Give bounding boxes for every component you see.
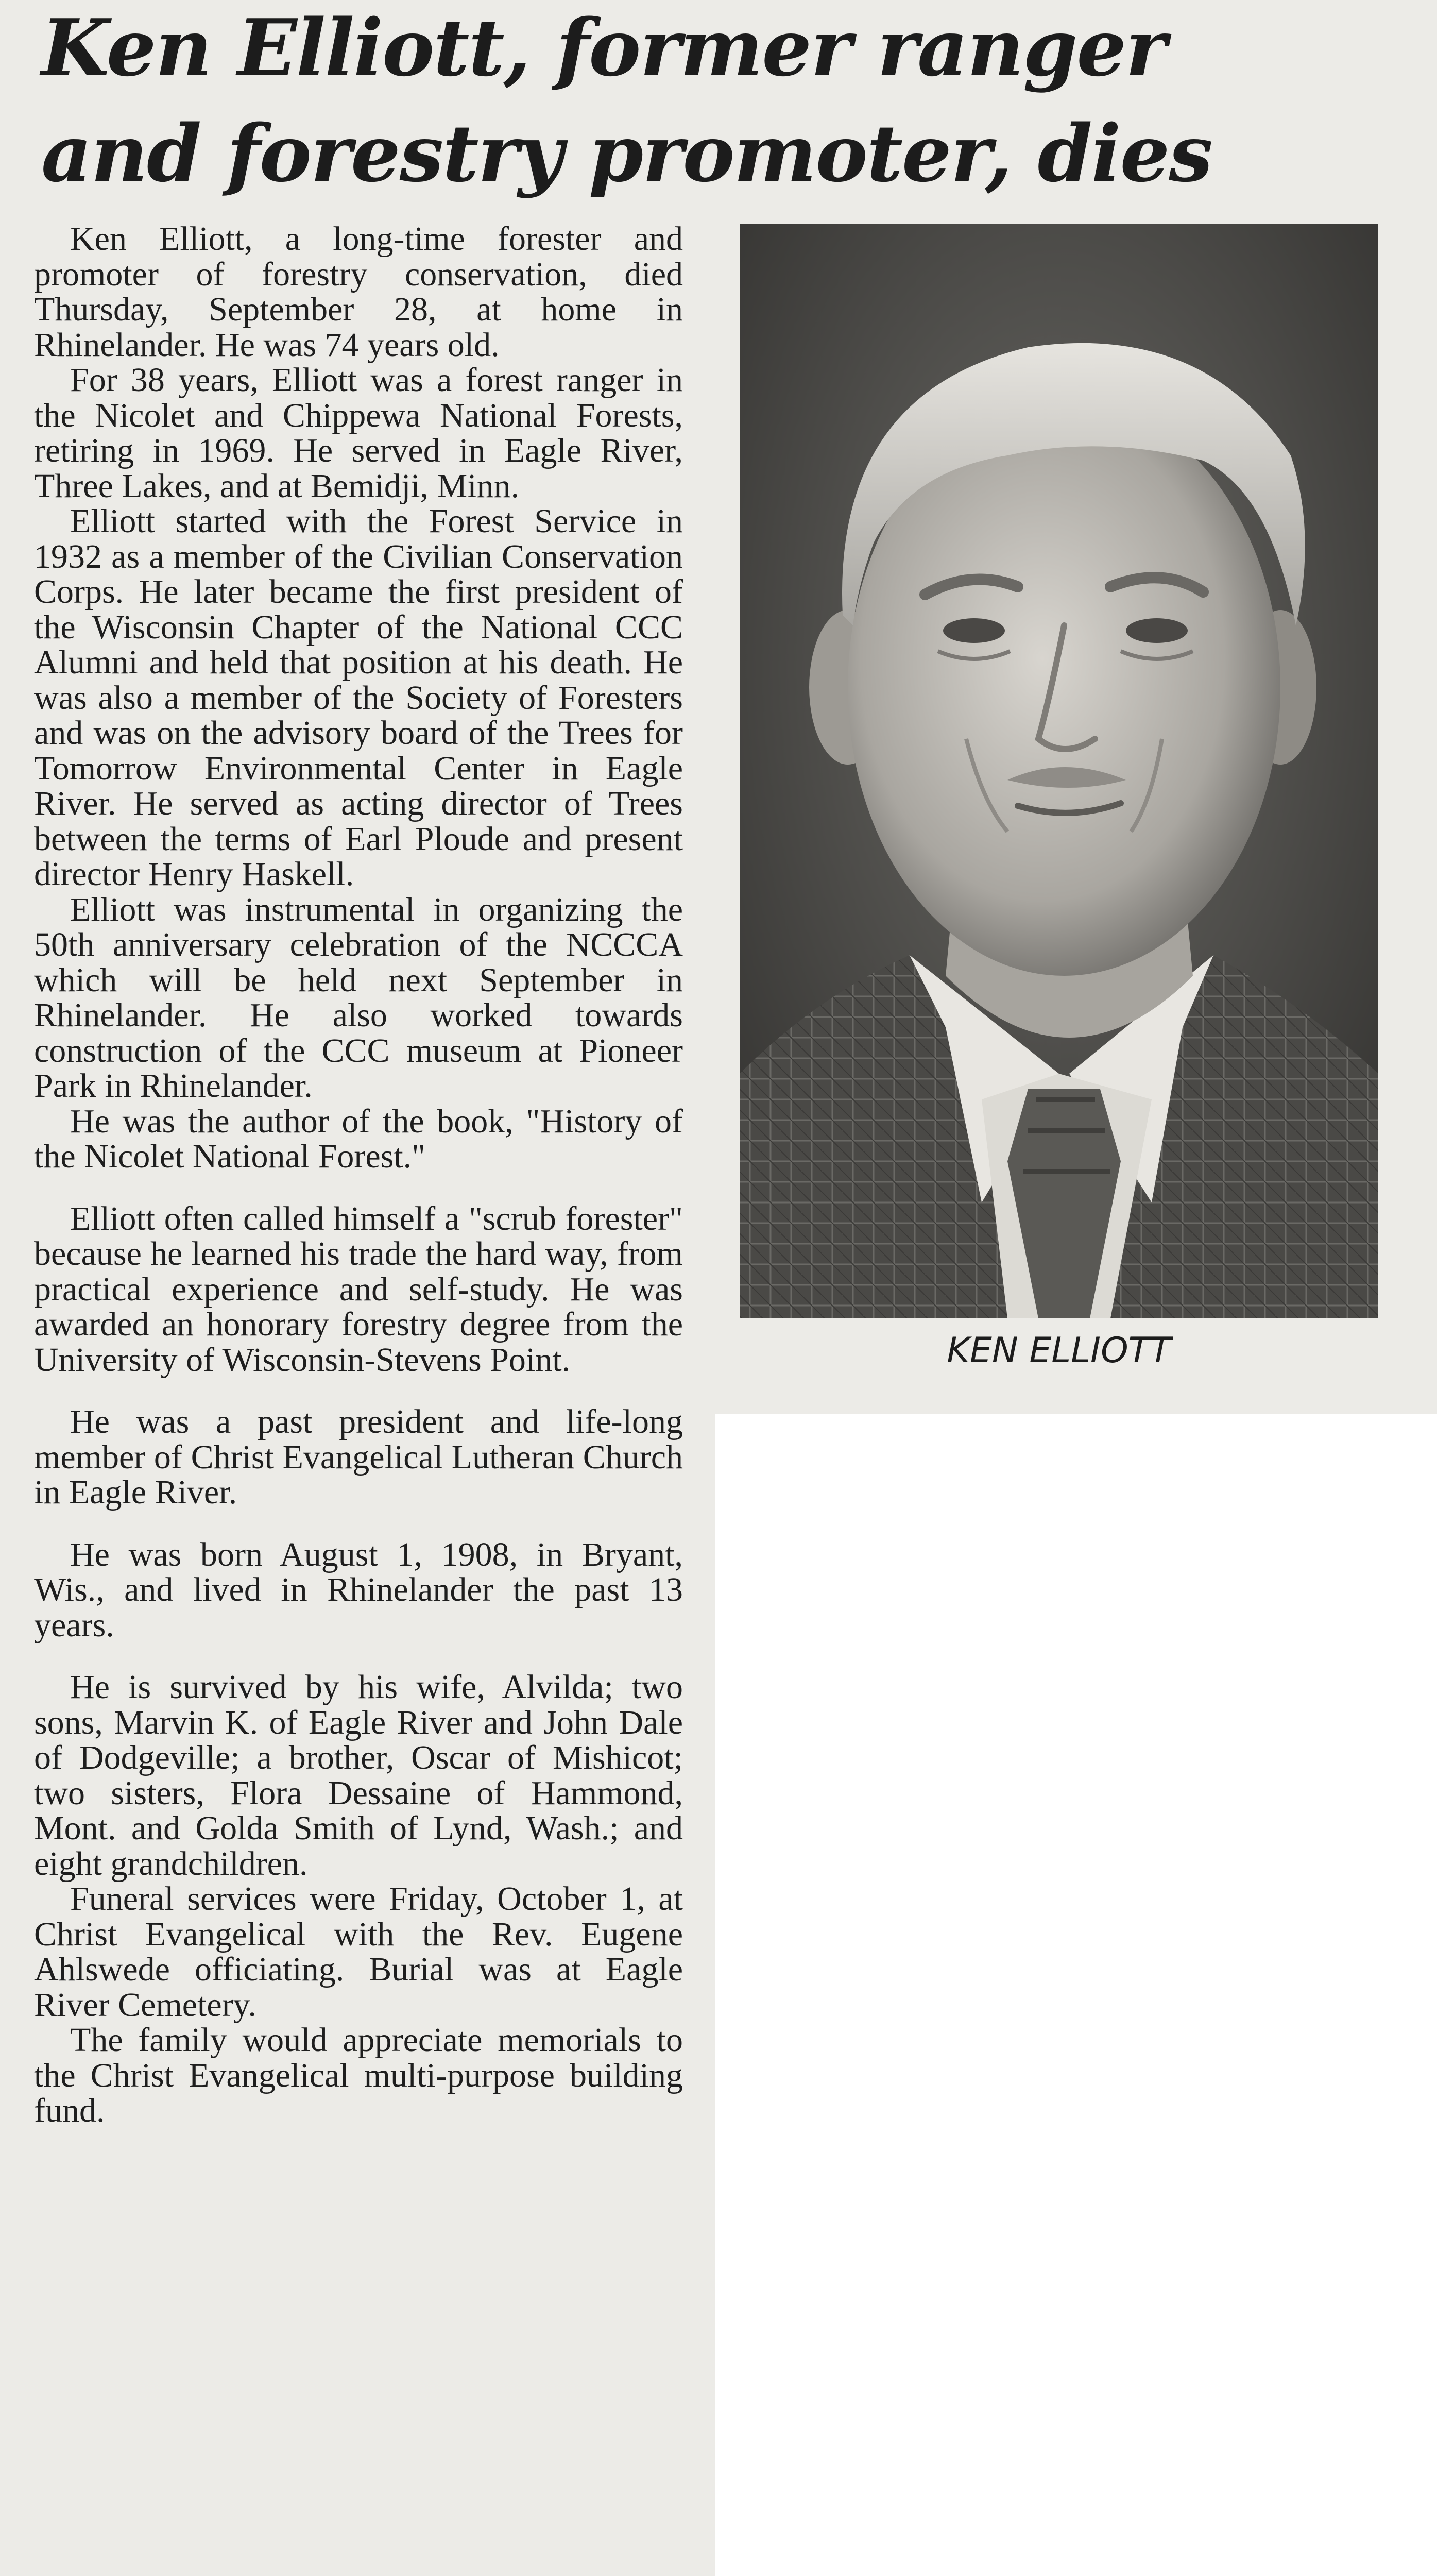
article-paragraph: For 38 years, Elliott was a forest ranger in the Nicolet and Chippewa National Forests, retiring in 1969. He served in Eagle River, Three Lakes, and at Bemidji, Minn. [34,361,683,505]
article-paragraph: He was a past president and life-long member of Christ Evangelical Lutheran Church in Eagle River. [34,1403,683,1511]
headline [41,0,1422,206]
portrait-photo [740,224,1378,1318]
article-paragraph: Funeral services were Friday, October 1, at Christ Evangelical with the Rev. Eugene Ahlswede officiating. Burial was at Eagle River Cemetery. [34,1880,683,2024]
article-paragraph: Elliott often called himself a "scrub forester" because he learned his trade the hard way, from practical experience and self-study. He was awarded an honorary forestry degree from the University of Wisconsin-Stevens Point. [34,1199,683,1379]
headline-line-2: and forestry promoter, dies [41,107,1212,199]
photo-caption: KEN ELLIOTT [947,1330,1171,1371]
article-body [34,222,683,2129]
article-paragraph: Ken Elliott, a long-time forester and promoter of forestry conservation, died Thursday, September 28, at home in Rhinelander. He was 74 years old. [34,220,683,364]
portrait-illustration [740,224,1378,1318]
article-paragraph: He is survived by his wife, Alvilda; two sons, Marvin K. of Eagle River and John Dale of Dodgeville; a brother, Oscar of Mishicot; two sisters, Flora Dessaine of Hammond, Mont. and Golda Smith of Lynd, Wash.; and eight grandchildren. [34,1668,683,1883]
headline-line-1: Ken Elliott, former ranger [41,2,1166,94]
article-paragraph: He was born August 1, 1908, in Bryant, Wis., and lived in Rhinelander the past 13 years. [34,1535,683,1644]
article-paragraph: Elliott was instrumental in organizing the 50th anniversary celebration of the NCCCA which will be held next September in Rhinelander. He also worked towards construction of the CCC museum at Pioneer Park in Rhinelander. [34,890,683,1105]
article-paragraph: The family would appreciate memorials to the Christ Evangelical multi-purpose building fund. [34,2021,683,2129]
article-paragraph: He was the author of the book, "History of the Nicolet National Forest." [34,1102,683,1175]
article-paragraph: Elliott started with the Forest Service in 1932 as a member of the Civilian Conservation Corps. He later became the first president of the Wisconsin Chapter of the National CCC Alumni and held that position at his death. He was also a member of the Society of Foresters and was on the advisory board of the Trees for Tomorrow Environmental Center in Eagle River. He served as acting director of Trees between the terms of Earl Ploude and present director Henry Haskell. [34,502,683,893]
